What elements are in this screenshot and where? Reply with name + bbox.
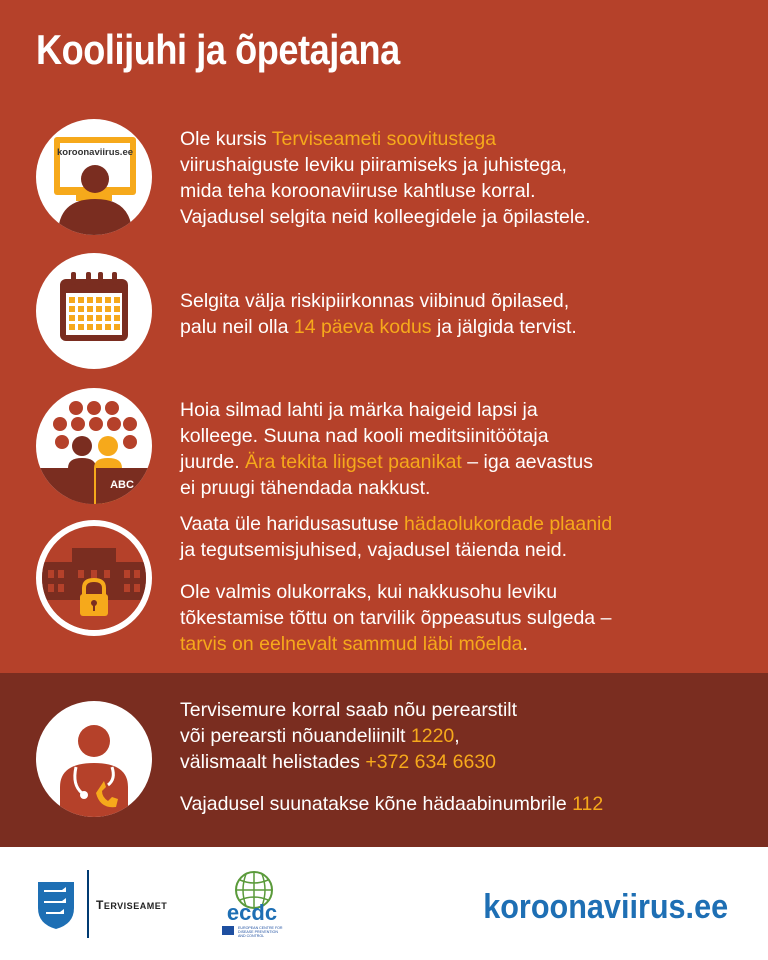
calendar-cell bbox=[87, 315, 93, 321]
text-line: tõkestamise tõttu on tarvilik õppeasutus sulgeda – bbox=[180, 607, 612, 629]
highlight-text: Terviseameti soovitustega bbox=[271, 128, 497, 150]
block-emergency-plans bbox=[180, 511, 612, 657]
svg-text:DISEASE PREVENTION: DISEASE PREVENTION bbox=[238, 930, 278, 934]
text-line: Vajadusel suunatakse kõne hädaabinumbrile bbox=[180, 793, 573, 815]
calendar-cell bbox=[87, 297, 93, 303]
text-line: . bbox=[522, 633, 528, 655]
calendar-cell bbox=[96, 306, 102, 312]
screen-label: koroonaviirus.ee bbox=[56, 147, 134, 158]
logo-divider bbox=[87, 870, 89, 938]
phone-1220: 1220 bbox=[410, 725, 455, 747]
estonian-coat-of-arms-logo bbox=[36, 880, 76, 935]
calendar-cell bbox=[78, 315, 84, 321]
text-line: Vaata üle haridusasutuse bbox=[180, 513, 405, 535]
text-line: ei pruugi tähendada nakkust. bbox=[180, 477, 431, 499]
locked-school-icon bbox=[36, 520, 152, 636]
text-line: ja tegutsemisjuhised, vajadusel täienda neid. bbox=[180, 539, 568, 561]
calendar-cell bbox=[96, 315, 102, 321]
text-line: Hoia silmad lahti ja märka haigeid lapsi ja bbox=[180, 399, 538, 421]
text-line: ja jälgida tervist. bbox=[431, 316, 577, 338]
calendar-cell bbox=[105, 306, 111, 312]
svg-text:AND CONTROL: AND CONTROL bbox=[238, 934, 265, 938]
text-line: palu neil olla bbox=[180, 316, 294, 338]
text-line: Tervisemure korral saab nõu perearstilt bbox=[180, 699, 518, 721]
text-line: , bbox=[454, 725, 460, 747]
ecdc-wordmark: ecdc bbox=[226, 900, 278, 925]
svg-text:EUROPEAN CENTRE FOR: EUROPEAN CENTRE FOR bbox=[238, 926, 283, 930]
monitor-person-icon bbox=[36, 119, 152, 235]
calendar-cell bbox=[96, 324, 102, 330]
block-notice-sick bbox=[180, 397, 593, 501]
text-line: või perearsti nõuandeliinilt bbox=[180, 725, 411, 747]
page-title: Koolijuhi ja õpetajana bbox=[36, 26, 400, 73]
highlight-text: tarvis on eelnevalt sammud läbi mõelda bbox=[180, 633, 523, 655]
calendar-cell bbox=[69, 297, 75, 303]
text-line: Selgita välja riskipiirkonnas viibinud õpilased, bbox=[180, 290, 570, 312]
calendar-cell bbox=[114, 324, 120, 330]
text-line: juurde. bbox=[180, 451, 246, 473]
calendar-cell bbox=[105, 297, 111, 303]
text-line: mida teha koroonaviiruse kahtluse korral. bbox=[180, 180, 536, 202]
highlight-text: Ära tekita liigset paanikat bbox=[245, 451, 462, 473]
emergency-number: 112 bbox=[572, 793, 604, 815]
text-line: kolleege. Suuna nad kooli meditsiinitöötaja bbox=[180, 425, 549, 447]
text-line: – iga aevastus bbox=[461, 451, 594, 473]
doctor-phone-icon bbox=[36, 701, 152, 817]
block-risk-area bbox=[180, 288, 577, 340]
classroom-icon bbox=[36, 388, 152, 504]
calendar-cell bbox=[105, 324, 111, 330]
text-line: välismaalt helistades bbox=[180, 751, 366, 773]
website-link[interactable]: koroonaviirus.ee bbox=[483, 888, 728, 926]
calendar-cell bbox=[114, 315, 120, 321]
calendar-cell bbox=[96, 297, 102, 303]
highlight-text: 14 päeva kodus bbox=[293, 316, 432, 338]
calendar-cell bbox=[87, 306, 93, 312]
calendar-cell bbox=[78, 306, 84, 312]
calendar-cell bbox=[114, 306, 120, 312]
highlight-text: hädaolukordade plaanid bbox=[404, 513, 613, 535]
calendar-cell bbox=[69, 306, 75, 312]
phone-abroad: +372 634 6630 bbox=[365, 751, 497, 773]
text-line: viirushaiguste leviku piiramiseks ja juhistega, bbox=[180, 154, 567, 176]
calendar-cell bbox=[78, 324, 84, 330]
calendar-cell bbox=[105, 315, 111, 321]
text-line: Vajadusel selgita neid kolleegidele ja õpilastele. bbox=[180, 206, 591, 228]
block-contact-info bbox=[180, 697, 603, 817]
text-line: Ole valmis olukorraks, kui nakkusohu leviku bbox=[180, 581, 558, 603]
calendar-icon bbox=[36, 253, 152, 369]
board-label: ABC bbox=[110, 479, 134, 491]
agency-name: TERVISEAMET bbox=[96, 898, 168, 912]
text-line: Ole kursis bbox=[180, 128, 272, 150]
calendar-cell bbox=[78, 297, 84, 303]
ecdc-logo bbox=[218, 868, 308, 945]
calendar-cell bbox=[69, 315, 75, 321]
calendar-cell bbox=[87, 324, 93, 330]
block-stay-informed bbox=[180, 126, 591, 230]
calendar-cell bbox=[114, 297, 120, 303]
calendar-cell bbox=[69, 324, 75, 330]
